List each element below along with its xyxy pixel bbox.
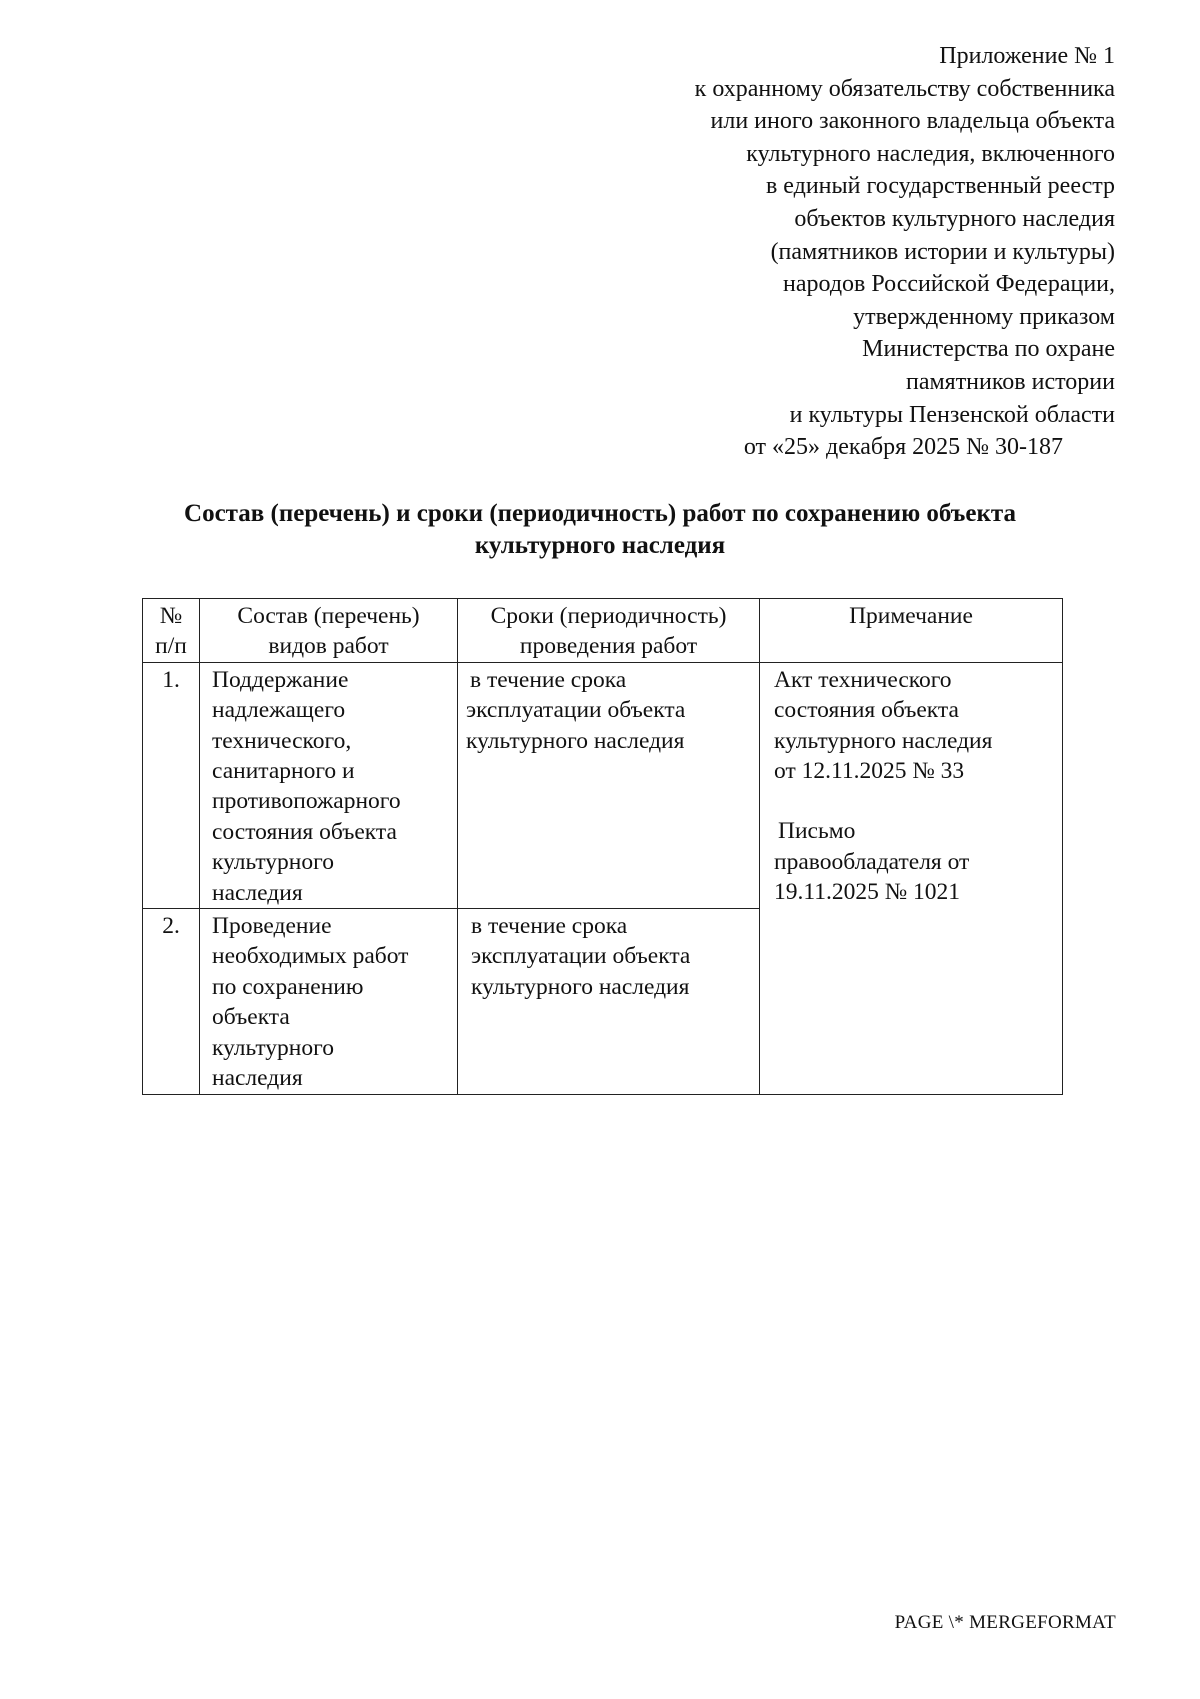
appendix-line: к охранному обязательству собственника	[694, 75, 1115, 102]
works-table	[142, 598, 1063, 1095]
term-line: в течение срока	[471, 913, 628, 940]
header-num	[143, 599, 200, 663]
work-line: надлежащего	[212, 697, 346, 724]
header-work-line: видов работ	[268, 633, 389, 660]
note-act-line: культурного наследия	[774, 727, 993, 754]
appendix-line: Приложение № 1	[939, 43, 1115, 69]
appendix-line: утвержденному приказом	[853, 303, 1115, 330]
header-term	[458, 599, 760, 663]
work-line: культурного	[212, 849, 334, 876]
work-line: технического,	[212, 727, 352, 754]
header-note-line: Примечание	[849, 603, 973, 629]
note-cell	[760, 662, 1063, 1094]
appendix-line: в единый государственный реестр	[765, 173, 1115, 200]
note-letter-line: 19.11.2025 № 1021	[774, 879, 961, 906]
term-line: в течение срока	[470, 666, 627, 693]
note-letter-line: Письмо	[778, 818, 856, 845]
note-letter-line: правообладателя от	[774, 848, 970, 875]
appendix-line: и культуры Пензенской области	[789, 401, 1115, 428]
work-line: противопожарного	[212, 788, 401, 815]
work-line: Проведение	[212, 913, 332, 940]
appendix-line: культурного наследия, включенного	[746, 140, 1115, 167]
appendix-line: или иного законного владельца объекта	[710, 108, 1115, 135]
work-line: объекта	[212, 1004, 290, 1031]
header-work	[200, 599, 458, 663]
term-line: эксплуатации объекта	[471, 943, 691, 970]
work-line: по сохранению	[212, 973, 364, 1000]
table-header-row	[143, 599, 1063, 663]
work-line: Поддержание	[212, 666, 349, 693]
header-term-line: проведения работ	[519, 633, 698, 660]
title-line: Состав (перечень) и сроки (периодичность) работ по сохранению объекта	[184, 500, 1016, 527]
term-line: культурного наследия	[466, 727, 685, 754]
header-term-line: Сроки (периодичность)	[490, 603, 727, 629]
title-line: культурного наследия	[474, 532, 726, 559]
appendix-header	[695, 40, 1115, 464]
appendix-line: памятников истории	[905, 368, 1115, 395]
appendix-line: народов Российской Федерации,	[783, 271, 1115, 298]
row-number: 2.	[143, 909, 200, 1094]
table-row	[143, 662, 1063, 908]
work-line: наследия	[212, 1065, 303, 1092]
appendix-line: (памятников истории и культуры)	[770, 238, 1115, 265]
work-line: культурного	[212, 1034, 334, 1061]
note-act-line: от 12.11.2025 № 33	[774, 758, 965, 785]
header-note	[760, 599, 1063, 663]
appendix-line: Министерства по охране	[862, 336, 1115, 363]
row-number: 1.	[143, 662, 200, 908]
header-work-line: Состав (перечень)	[237, 603, 420, 629]
term-cell	[458, 662, 760, 908]
work-line: наследия	[212, 879, 303, 906]
term-line: эксплуатации объекта	[466, 697, 686, 724]
page-field-footer: PAGE \* MERGEFORMAT	[894, 1612, 1116, 1633]
header-num-line: п/п	[155, 633, 187, 660]
work-line: необходимых работ	[212, 943, 409, 970]
term-line: культурного наследия	[471, 973, 690, 1000]
appendix-line: объектов культурного наследия	[794, 205, 1115, 232]
work-cell	[200, 909, 458, 1094]
note-spacer	[774, 786, 1054, 816]
note-act-line: Акт технического	[774, 666, 952, 693]
work-line: санитарного и	[212, 758, 355, 785]
note-act-line: состояния объекта	[774, 697, 959, 724]
work-cell	[200, 662, 458, 908]
document-title	[100, 498, 1100, 562]
header-num-line: №	[159, 603, 183, 629]
work-line: состояния объекта	[212, 818, 397, 845]
term-cell	[458, 909, 760, 1094]
appendix-date-line: от «25» декабря 2025 № 30-187	[743, 434, 1063, 461]
